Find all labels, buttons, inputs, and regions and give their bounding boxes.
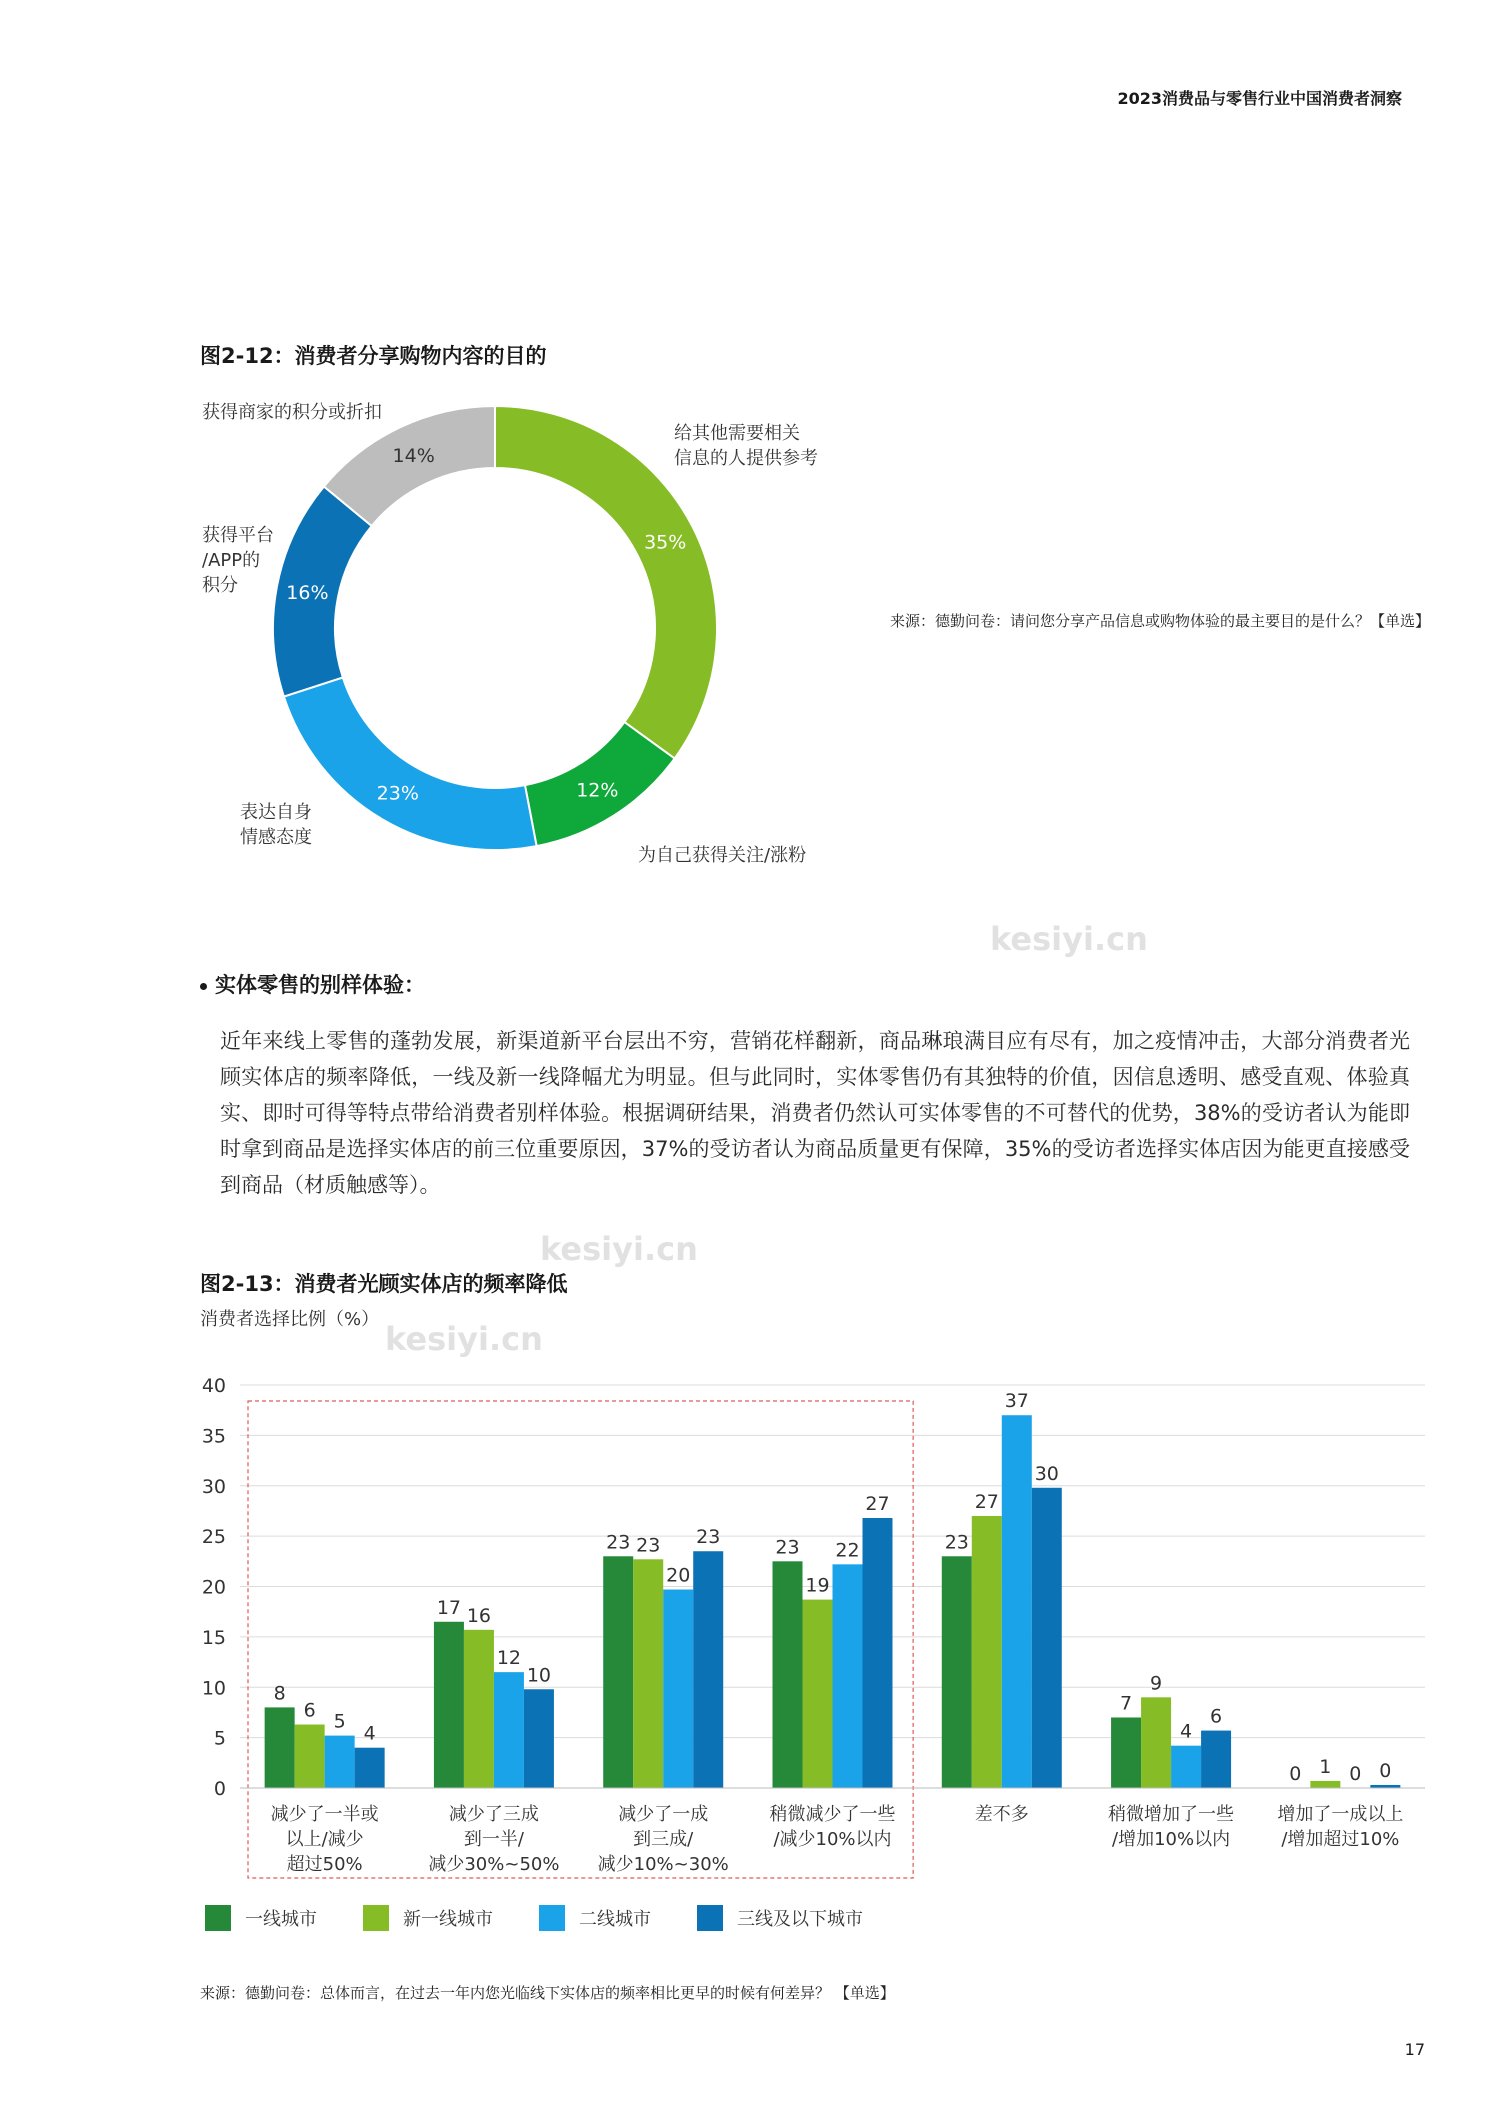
donut-slice xyxy=(284,677,537,850)
bullet-icon xyxy=(200,983,207,990)
donut-label-merchant: 获得商家的积分或折扣 xyxy=(202,402,382,423)
bar xyxy=(325,1736,355,1788)
bar-value-label: 9 xyxy=(1150,1672,1163,1695)
x-tick-label xyxy=(598,1804,729,1875)
x-tick-label-line: 稍微增加了一些 xyxy=(1108,1804,1235,1825)
bar-value-label: 20 xyxy=(666,1564,691,1587)
x-tick-label xyxy=(975,1804,1029,1825)
x-tick-label xyxy=(1108,1804,1234,1850)
bar xyxy=(863,1518,893,1788)
bar xyxy=(1111,1717,1141,1788)
legend-item xyxy=(363,1905,493,1931)
bar-value-label: 30 xyxy=(1034,1462,1059,1485)
y-tick-label: 40 xyxy=(201,1375,226,1397)
donut-slice-label: 35% xyxy=(644,531,687,554)
x-tick-label-line: 减少10%~30% xyxy=(597,1854,729,1875)
bar-value-label: 23 xyxy=(775,1536,800,1559)
legend-swatch xyxy=(363,1905,389,1931)
donut-label-give-info-line2: 信息的人提供参考 xyxy=(674,448,818,469)
bar-value-label: 10 xyxy=(526,1664,552,1687)
legend-label: 新一线城市 xyxy=(403,1909,493,1930)
legend-label: 三线及以下城市 xyxy=(737,1909,863,1930)
x-tick-label xyxy=(1277,1804,1403,1850)
bar xyxy=(663,1590,693,1788)
section-paragraph: 近年来线上零售的蓬勃发展，新渠道新平台层出不穷，营销花样翻新，商品琳琅满目应有尽有，加之疫情冲击，大部分消费者光顾实体店的频率降低，一线及新一线降幅尤为明显。但与此同时，实体零售仍有其独特的价值，因信息透明、感受直观、体验真实、即时可得等特点带给消费者别样体验。根据调研结果，消费者仍然认可实体零售的不可替代的优势，38%的受访者认为能即时拿到商品是选择实体店的前三位重要原因，37%的受访者认为商品质量更有保障，35%的受访者选择实体店因为能更直接感受到商品（材质触感等）。 xyxy=(220,1029,1410,1197)
x-tick-label-line: 超过50% xyxy=(286,1854,363,1875)
x-tick-label-line: 减少了一半或 xyxy=(270,1804,379,1825)
x-tick-label-line: 以上/减少 xyxy=(285,1829,364,1850)
bar-value-label: 0 xyxy=(1379,1759,1392,1782)
legend-item xyxy=(205,1905,317,1931)
bar-value-label: 22 xyxy=(835,1539,860,1562)
bar xyxy=(1032,1488,1062,1788)
bar xyxy=(434,1622,464,1788)
x-tick-label xyxy=(271,1804,379,1875)
bar-value-label: 12 xyxy=(496,1647,522,1670)
y-tick-label: 0 xyxy=(213,1778,226,1800)
watermark-text: kesiyi.cn xyxy=(540,1230,698,1268)
bar xyxy=(1141,1697,1171,1788)
legend-swatch xyxy=(205,1905,231,1931)
x-tick-label xyxy=(770,1804,896,1850)
bar-value-label: 27 xyxy=(865,1492,890,1515)
bar xyxy=(1171,1746,1201,1788)
bar-value-label: 4 xyxy=(363,1722,376,1745)
x-tick-label-line: 差不多 xyxy=(974,1804,1029,1825)
bar-value-label: 17 xyxy=(436,1596,462,1619)
bar-value-label: 16 xyxy=(466,1604,492,1627)
donut-label-give-info-line1: 给其他需要相关 xyxy=(674,423,800,444)
y-axis-label: 消费者选择比例（%） xyxy=(200,1309,380,1330)
bar xyxy=(524,1689,554,1788)
bar-chart xyxy=(190,1305,1440,1900)
y-tick-label: 20 xyxy=(201,1576,226,1599)
bar-value-label: 5 xyxy=(333,1710,346,1733)
legend-swatch xyxy=(539,1905,565,1931)
donut-slice-label: 23% xyxy=(376,782,419,805)
donut-label-emotion xyxy=(240,800,312,850)
bar xyxy=(603,1556,633,1788)
bar xyxy=(265,1707,295,1788)
bar-value-label: 37 xyxy=(1004,1390,1029,1413)
donut-label-give-info xyxy=(674,421,818,471)
x-tick-label-line: 到一半/ xyxy=(463,1829,524,1850)
x-tick-label-line: 减少了一成 xyxy=(618,1804,709,1825)
bar-value-label: 23 xyxy=(636,1534,661,1557)
x-tick-label-line: /增加超过10% xyxy=(1281,1829,1400,1850)
bar-value-label: 4 xyxy=(1180,1720,1193,1743)
bar-value-label: 7 xyxy=(1120,1692,1133,1715)
bar-value-label: 19 xyxy=(805,1574,830,1597)
bar xyxy=(833,1564,863,1788)
x-tick-label-line: 增加了一成以上 xyxy=(1277,1804,1404,1825)
donut-label-attention: 为自己获得关注/涨粉 xyxy=(638,845,807,866)
donut-slice-label: 16% xyxy=(286,582,329,605)
bar xyxy=(1002,1415,1032,1788)
donut-label-platform xyxy=(202,523,274,598)
bar-value-label: 6 xyxy=(303,1699,316,1722)
legend-label: 一线城市 xyxy=(245,1909,317,1930)
bar xyxy=(494,1672,524,1788)
bar xyxy=(942,1556,972,1788)
donut-label-platform-line3: 积分 xyxy=(202,575,238,596)
x-tick-label-line: 减少了三成 xyxy=(448,1804,539,1825)
watermark-text: kesiyi.cn xyxy=(385,1320,543,1358)
bar xyxy=(633,1559,663,1788)
bar-value-label: 0 xyxy=(1289,1763,1302,1785)
bar xyxy=(803,1600,833,1788)
donut-label-emotion-line2: 情感态度 xyxy=(240,827,312,848)
bar-value-label: 8 xyxy=(273,1682,286,1705)
bar xyxy=(295,1725,325,1788)
figure-13-title: 图2-13：消费者光顾实体店的频率降低 xyxy=(200,1272,568,1296)
legend-item xyxy=(539,1905,651,1931)
bar xyxy=(1310,1781,1340,1788)
donut-slice-label: 14% xyxy=(392,445,435,468)
donut-label-emotion-line1: 表达自身 xyxy=(240,802,312,823)
x-tick-label-line: 稍微减少了一些 xyxy=(769,1804,896,1825)
y-tick-label: 5 xyxy=(213,1727,226,1750)
bar-value-label: 0 xyxy=(1349,1763,1362,1785)
bar-value-label: 23 xyxy=(606,1531,631,1554)
x-tick-label-line: 到三成/ xyxy=(633,1829,694,1850)
donut-label-platform-line2: /APP的 xyxy=(202,550,261,571)
bar-value-label: 6 xyxy=(1210,1705,1223,1728)
bar-value-label: 23 xyxy=(696,1526,721,1549)
y-tick-label: 35 xyxy=(201,1425,226,1448)
section-heading-text: 实体零售的别样体验： xyxy=(215,973,425,997)
bar xyxy=(355,1748,385,1788)
x-tick-label-line: 减少30%~50% xyxy=(428,1854,560,1875)
section-heading xyxy=(200,969,425,999)
donut-slice-label: 12% xyxy=(576,779,619,802)
donut-label-platform-line1: 获得平台 xyxy=(202,525,274,546)
bar xyxy=(693,1551,723,1788)
bar-value-label: 23 xyxy=(944,1531,969,1554)
y-tick-label: 25 xyxy=(201,1526,226,1549)
bar xyxy=(972,1516,1002,1788)
x-tick-label-line: /减少10%以内 xyxy=(773,1829,892,1850)
legend-swatch xyxy=(697,1905,723,1931)
watermark-text: kesiyi.cn xyxy=(990,920,1148,958)
x-tick-label xyxy=(428,1804,559,1875)
bar xyxy=(464,1630,494,1788)
legend-label: 二线城市 xyxy=(579,1909,651,1930)
report-header: 2023消费品与零售行业中国消费者洞察 xyxy=(1117,89,1402,108)
bar xyxy=(1201,1731,1231,1788)
bar-chart-legend xyxy=(205,1905,909,1931)
x-tick-label-line: /增加10%以内 xyxy=(1112,1829,1231,1850)
figure-13-source: 来源：德勤问卷：总体而言，在过去一年内您光临线下实体店的频率相比更早的时候有何差异？ 【单选】 xyxy=(200,1984,895,2002)
page-number: 17 xyxy=(1404,2040,1425,2059)
y-tick-label: 10 xyxy=(201,1677,226,1700)
y-tick-label: 15 xyxy=(201,1626,226,1649)
figure-12-title: 图2-12：消费者分享购物内容的目的 xyxy=(200,344,547,368)
bar-value-label: 27 xyxy=(974,1490,999,1513)
y-tick-label: 30 xyxy=(201,1475,226,1498)
figure-12-source: 来源：德勤问卷：请问您分享产品信息或购物体验的最主要目的是什么？【单选】 xyxy=(890,612,1431,630)
bar-value-label: 1 xyxy=(1319,1755,1332,1778)
bar xyxy=(773,1561,803,1788)
donut-chart xyxy=(250,400,750,900)
legend-item xyxy=(697,1905,863,1931)
